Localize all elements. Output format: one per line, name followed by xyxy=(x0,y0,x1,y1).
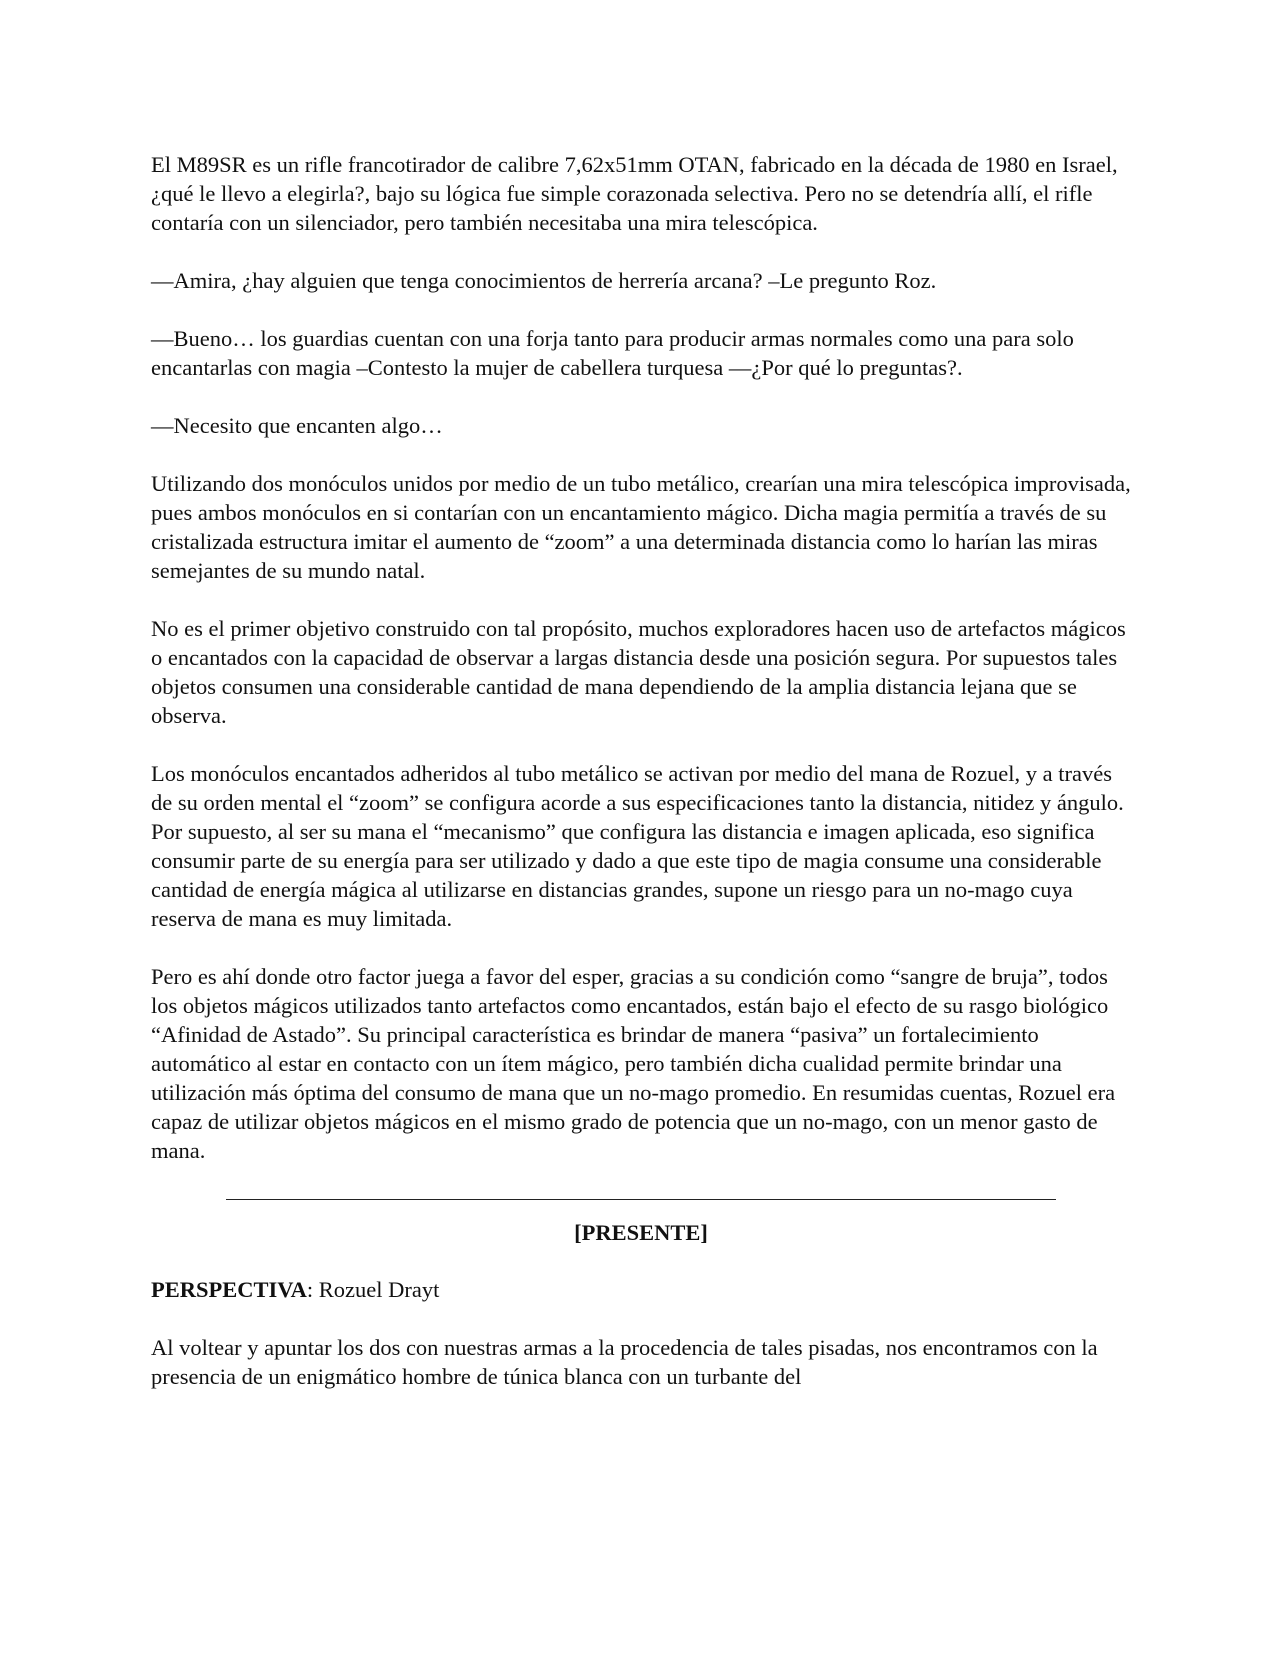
section-heading: [PRESENTE] xyxy=(574,1220,708,1245)
paragraph-8: Pero es ahí donde otro factor juega a favor del esper, gracias a su condición como “sangre de bruja”, todos los objetos mágicos utilizados tanto artefactos como encantados, están bajo el efecto de su rasgo biológico “Afinidad de Astado”. Su principal característica es brindar de manera “pasiva” un fortalecimiento automático al estar en contacto con un ítem mágico, pero también dicha cualidad permite brindar una utilización más óptima del consumo de mana que un no-mago promedio. En resumidas cuentas, Rozuel era capaz de utilizar objetos mágicos en el mismo grado de potencia que un no-mago, con un menor gasto de mana. xyxy=(151,964,1116,1163)
paragraph-7: Los monóculos encantados adheridos al tubo metálico se activan por medio del mana de Rozuel, y a través de su orden mental el “zoom” se configura acorde a sus especificaciones tanto la distancia, nitidez y ángulo. Por supuesto, al ser su mana el “mecanismo” que configura las distancia e imagen aplicada, eso significa consumir parte de su energía para ser utilizado y dado a que este tipo de magia consume una considerable cantidad de energía mágica al utilizarse en distancias grandes, supone un riesgo para un no-mago cuya reserva de mana es muy limitada. xyxy=(151,761,1124,931)
paragraph-1: El M89SR es un rifle francotirador de calibre 7,62x51mm OTAN, fabricado en la década de 1980 en Israel, ¿qué le llevo a elegirla?, bajo su lógica fue simple corazonada selectiva. Pero no se detendría allí, el rifle contaría con un silenciador, pero también necesitaba una mira telescópica. xyxy=(151,152,1118,235)
paragraph-3: —Bueno… los guardias cuentan con una forja tanto para producir armas normales como una para solo encantarlas con magia –Contesto la mujer de cabellera turquesa —¿Por qué lo preguntas?. xyxy=(151,326,1074,380)
paragraph-6: No es el primer objetivo construido con tal propósito, muchos exploradores hacen uso de artefactos mágicos o encantados con la capacidad de observar a largas distancia desde una posición segura. Por supuestos tales objetos consumen una considerable cantidad de mana dependiendo de la amplia distancia lejana que se observa. xyxy=(151,616,1126,728)
closing-paragraph: Al voltear y apuntar los dos con nuestras armas a la procedencia de tales pisadas, nos encontramos con la presencia de un enigmático hombre de túnica blanca con un turbante del xyxy=(151,1335,1098,1389)
paragraph-5: Utilizando dos monóculos unidos por medio de un tubo metálico, crearían una mira telescópica improvisada, pues ambos monóculos en si contarían con un encantamiento mágico. Dicha magia permitía a través de su cristalizada estructura imitar el aumento de “zoom” a una determinada distancia como lo harían las miras semejantes de su mundo natal. xyxy=(151,471,1131,583)
perspective-separator: : xyxy=(306,1277,314,1302)
section-divider xyxy=(226,1199,1056,1200)
paragraph-2: —Amira, ¿hay alguien que tenga conocimientos de herrería arcana? –Le pregunto Roz. xyxy=(151,268,937,293)
perspective-value: Rozuel Drayt xyxy=(313,1277,440,1302)
perspective-line xyxy=(151,1275,1131,1304)
perspective-label: PERSPECTIVA xyxy=(151,1277,307,1302)
paragraph-4: —Necesito que encanten algo… xyxy=(151,413,443,438)
document-page xyxy=(151,150,1131,1420)
